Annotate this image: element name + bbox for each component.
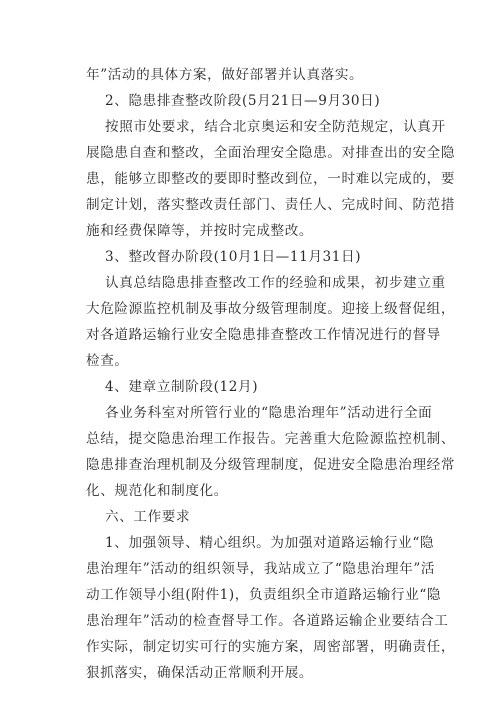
paragraph-line: 认真总结隐患排查整改工作的经验和成果，初步建立重 bbox=[105, 275, 446, 291]
paragraph-line: 各业务科室对所管行业的“隐患治理年”活动进行全面 bbox=[105, 405, 433, 421]
paragraph-line: 狠抓落实，确保活动正常顺利开展。 bbox=[86, 665, 314, 681]
paragraph-line: 动工作领导小组(附件1)，负责组织全市道路运输行业“隐 bbox=[86, 587, 442, 603]
section-heading-4: 4、建章立制阶段(12月) bbox=[105, 379, 259, 395]
paragraph-line: 作实际，制定切实可行的实施方案，周密部署，明确责任， bbox=[86, 639, 456, 655]
paragraph-line: 对各道路运输行业安全隐患排查整改工作情况进行的督导 bbox=[86, 327, 441, 343]
section-heading-6: 六、工作要求 bbox=[105, 509, 191, 525]
paragraph-line: 患治理年”活动的组织领导，我站成立了“隐患治理年”活 bbox=[86, 561, 436, 577]
paragraph-line: 隐患排查治理机制及分级管理制度，促进安全隐患治理经常 bbox=[86, 457, 456, 473]
section-heading-3: 3、整改督办阶段(10月1日—11月31日) bbox=[105, 249, 362, 265]
section-heading-2: 2、隐患排查整改阶段(5月21日—9月30日) bbox=[105, 93, 381, 109]
paragraph-line: 年”活动的具体方案，做好部署并认真落实。 bbox=[86, 67, 364, 83]
paragraph-line: 化、规范化和制度化。 bbox=[86, 483, 228, 499]
paragraph-line: 展隐患自查和整改，全面治理安全隐患。对排查出的安全隐 bbox=[86, 145, 456, 161]
paragraph-line: 患治理年”活动的检查督导工作。各道路运输企业要结合工 bbox=[86, 613, 449, 629]
paragraph-line: 按照市处要求，结合北京奥运和安全防范规定，认真开 bbox=[105, 119, 446, 135]
paragraph-line: 检查。 bbox=[86, 353, 129, 369]
paragraph-line: 患，能够立即整改的要即时整改到位，一时难以完成的，要 bbox=[86, 171, 456, 187]
paragraph-line: 制定计划，落实整改责任部门、责任人、完成时间、防范措 bbox=[86, 197, 456, 213]
paragraph-line: 大危险源监控机制及事故分级管理制度。迎接上级督促组， bbox=[86, 301, 456, 317]
paragraph-line: 施和经费保障等，并按时完成整改。 bbox=[86, 223, 314, 239]
paragraph-line: 1、加强领导、精心组织。为加强对道路运输行业“隐 bbox=[105, 535, 435, 551]
paragraph-line: 总结，提交隐患治理工作报告。完善重大危险源监控机制、 bbox=[86, 431, 456, 447]
